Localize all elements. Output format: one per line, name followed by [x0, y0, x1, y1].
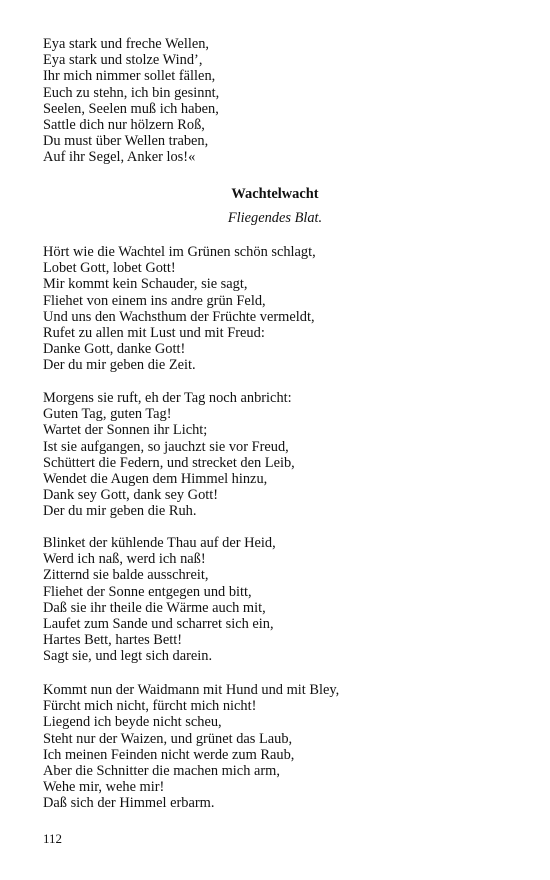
verse-line: Sagt sie, und legt sich darein. [43, 648, 213, 665]
verse-line: Schüttert die Federn, und strecket den Leib, [43, 454, 295, 471]
verse-line: Fliehet von einem ins andre grün Feld, [43, 292, 266, 309]
verse-line: Blinket der kühlende Thau auf der Heid, [43, 535, 276, 551]
verse-line: Ihr mich nimmer sollet fällen, [43, 68, 216, 85]
verse-line: Dank sey Gott, dank sey Gott! [43, 487, 219, 504]
verse-line: Hartes Bett, hartes Bett! [43, 632, 183, 649]
verse-line: Daß sich der Himmel erbarm. [43, 795, 215, 812]
verse-line: Rufet zu allen mit Lust und mit Freud: [43, 325, 265, 342]
verse-line: Fürcht mich nicht, fürcht mich nicht! [43, 698, 257, 715]
verse-line: Guten Tag, guten Tag! [43, 406, 172, 423]
stanza-previous-poem-ending [43, 36, 219, 166]
stanza-4 [43, 682, 339, 812]
verse-line: Steht nur der Waizen, und grünet das Laub, [43, 730, 293, 747]
poem-title: Wachtelwacht [231, 186, 319, 202]
verse-line: Ich meinen Feinden nicht werde zum Raub, [43, 746, 295, 763]
verse-line: Morgens sie ruft, eh der Tag noch anbricht: [43, 390, 292, 406]
stanza-2 [43, 390, 295, 520]
verse-line: Liegend ich beyde nicht scheu, [43, 714, 222, 731]
verse-line: Wehe mir, wehe mir! [43, 779, 165, 796]
verse-line: Hört wie die Wachtel im Grünen schön schlagt, [43, 244, 316, 260]
verse-line: Aber die Schnitter die machen mich arm, [43, 763, 280, 780]
verse-line: Auf ihr Segel, Anker los!« [43, 149, 196, 166]
verse-line: Seelen, Seelen muß ich haben, [43, 100, 219, 117]
verse-line: Zitternd sie balde ausschreit, [43, 567, 209, 584]
verse-line: Wendet die Augen dem Himmel hinzu, [43, 471, 268, 488]
verse-line: Werd ich naß, werd ich naß! [43, 551, 206, 568]
stanza-3 [43, 535, 276, 665]
verse-line: Eya stark und stolze Wind’, [43, 52, 203, 69]
page-number: 112 [43, 831, 63, 846]
verse-line: Sattle dich nur hölzern Roß, [43, 117, 205, 134]
verse-line: Wartet der Sonnen ihr Licht; [43, 422, 208, 439]
verse-line: Und uns den Wachsthum der Früchte vermeldt, [43, 308, 315, 325]
stanza-1 [43, 244, 316, 374]
verse-line: Daß sie ihr theile die Wärme auch mit, [43, 599, 266, 616]
verse-line: Der du mir geben die Ruh. [43, 503, 197, 520]
verse-line: Danke Gott, danke Gott! [43, 341, 186, 358]
verse-line: Euch zu stehn, ich bin gesinnt, [43, 84, 220, 101]
verse-line: Ist sie aufgangen, so jauchzt sie vor Freud, [43, 438, 289, 455]
verse-line: Lobet Gott, lobet Gott! [43, 260, 176, 277]
verse-line: Du must über Wellen traben, [43, 133, 209, 150]
verse-line: Mir kommt kein Schauder, sie sagt, [43, 276, 248, 293]
verse-line: Kommt nun der Waidmann mit Hund und mit Bley, [43, 682, 340, 698]
verse-line: Der du mir geben die Zeit. [43, 357, 196, 374]
poem-subtitle: Fliegendes Blat. [227, 210, 323, 226]
verse-line: Eya stark und freche Wellen, [43, 36, 209, 52]
verse-line: Fliehet der Sonne entgegen und bitt, [43, 583, 252, 600]
verse-line: Laufet zum Sande und scharret sich ein, [43, 616, 274, 633]
